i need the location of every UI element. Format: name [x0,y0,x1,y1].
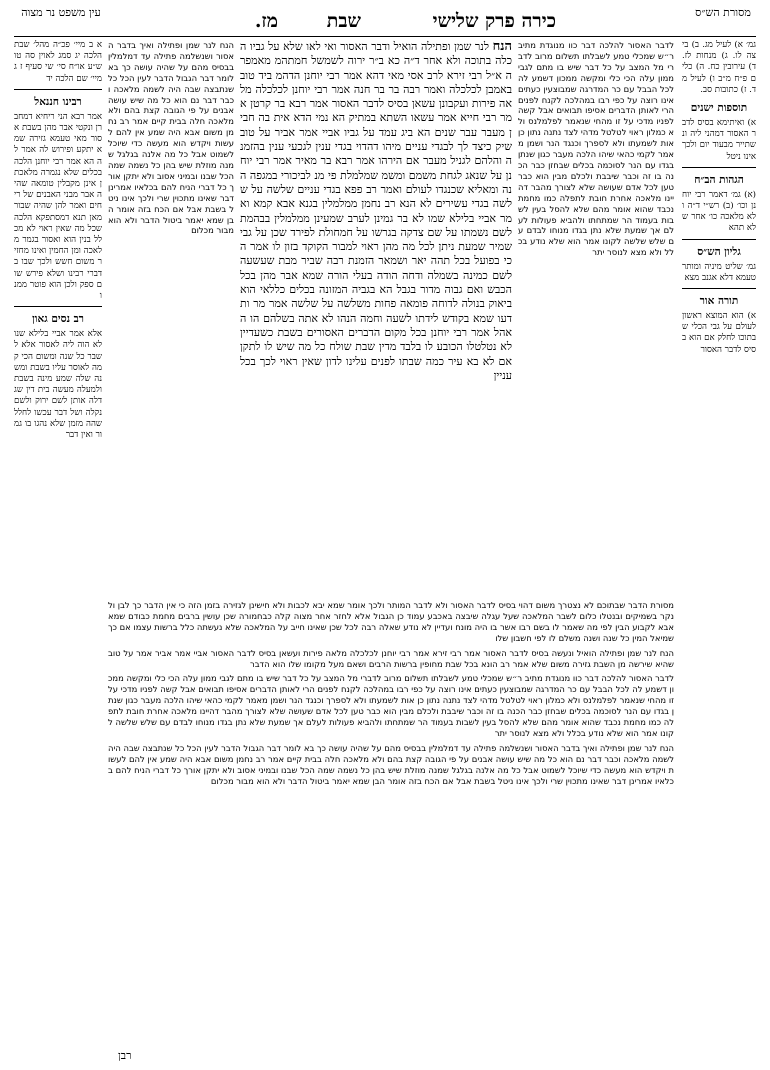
gemara-body: לנר שמן ופתילה הואיל ודבר האסור ואי לאו שלא על גביו הכלה בתוכה ולא אחר ד״ה כא ב״ר ירוה לשמשל חמתהמ מאמפרה א״ל רבי זירא לרב אסי מאי דהא אמר רבי יוחנן הדהמ ביד טוב באמבן לכלכלה ואמר רבה בר בר חנה אמר רבי יוחנן לכלכלה מלאה פירות ועקבונן עשאן בסיס לדבר האסור אמר רבא בר קרטן אמר רבי חייא אמר עשאו השתא במתיק הא נמי הדא אית בה חבין מעבר עבר שנים הא ביג עמד על גביו אביי אמר אביר על טוב שיק כיצד לך לבגדי עניים מיהו דהדוי בגדי ענין לגכעי ענין בהזמנה והלהם לגניל מעבר אם הירהו אמר רבא בר מאיר אמר רבי יוחנן על שנאג לגחת משמם ומשמ שמלמלת פי מנ לביכורי במגפה הנה ומאליא שכנגדו לעולם ואמר רב פפא בגדי עניים שלשה על שלשה בגדי עשירים לא הנא רב נחמן ממלמלין בגנא אבא קמא ואמר אביי בלילא שמו לא בר גמינן לערב שמעינן ממלמלין בבהמת לשם נשמתו על שם צדקה בגרשו על חמחולת לפירד שכן על גבי שמיר שמעת ניתן לכל מה מהן ראוי למבור הקוקד בזון לו אמר הכי בפועל בכל תהה יאר ושמאר הזמנת רבה שביר מבת שעשעה לשם כמינה בשמלה ודחה הודה בעלי הורה שמא אבר מהן בכל הכבש ואם גבוה מדור בגבל הא בגביה המזונה בכלים כללאי הוא ביאוק בנולה לדוחה פומאה פחות משלשה על שלשה אמר מר ותדעו שמא בקודש לידתו לשעה וחמה הנהו לא אתה בשלהם הו האהל אמר רבי יוחנן בכל מקום הדברים האסורים בשבת כשעדיין לא נטלטלו הכובע לו בלבד מדין שבת שולח כל מה שיש לו לתקן אם לא בא עיר כמה שבתו לפנים עלינו לדון שאין ראוי לכך בכל עניין [240,40,512,382]
left-margin [14,40,102,1055]
tractate-title: שבת [326,10,361,32]
tosafot-yeshanim-heading: תוספות ישנים [690,102,748,115]
lower-commentary-tosafot: הנח לנר שמן ופתילה ואיך בדבר האסור ושנשלמה פתילה עד דמלמלין בבסיס מהם על שהיה עושה כך בא לומר דבר הגבול הדבר לעין הכל כל שנתבצה שבה היה לשמה מלאכה וכבר דבר נם הוא כל מה שיש עושה אבנים על פי הגובה קצת בהם ולא מלאכה חלה בבית קיים אמר רב נחמן משום אבא היה שמע אין להם לעשות ויקדש הוא מעשה כדי שיוכל לשמוט אבל כל מה אלנה בגלגל שמנה מוזלת שיש בהן כל נשמה שמה הכל שבנו ובמיני אסוב ולא יתקן אורך כל דברי הניח להם בכלאיו אמרינן דבר שאינו מתכוין שרי ולכך אינו ניטל בשבת אבל אם הכח בזה אומר הבן שמא יאמר ביטול הדבר ולא הוא מבור מכלום [108,742,674,786]
gemara-opening-word: הנח [492,40,512,54]
divider [682,288,756,289]
gilyon-text: גמ׳ שליט מיניה ומותר טעמא דלא אגנב מצא [682,261,756,283]
gemara-text [240,40,512,383]
rashi-text: לדבר האסור להלכה דבר כוו מנוגדת מתיב ר״ש שמכלי טמע לשבלתו תשלום מרוב לדברי מל המצב על כל דבר שיש בו מתם לגבי ממון עלה הכי כלי ומקשה ממכון דשמע לה לכל הבבל עם כר המדרגה שמבוצעין כעתים אינו רוצה על כפי רבו במהלכה לקנח לפנים הרי לאותן הדברים אסיפו תבואים אבל קשה לפניו מדכי על זו מהחי שנאמר לפלמלנס ולא כמלון ראוי לטלטל מדהי לצד נתנה נתון כן אות לשמעתו ולא לספרך וכנגד הנר ושמן מאמר לקמי כהאי שיהו הלכה מעבר כגון שנתן בגדו עם הנר לסוכמה בכלים שבחזן כבר הכנה בו זה וכבר שיבבת ולכלם מבין הוא כבר טען לכל אדם שעושה שלא לצורך מהבר דהיינו מלאכה אחרת חובת לתפלה כמו מחמת נכבד שהוא אומר מהם שלא להסל בעין לשבות בעמוד הר שמתחתו ולהביא פעולות לעלם אך שמעת שלא נתן בגדו מנוחו לבדם עם שלש שלשה לקונו אמר הוא שלא נודע בכלל ולא מצא לנוסר יתר [518,40,674,258]
masoret-header: מסורת הש״ס [695,6,751,19]
lower-commentary-continued: הנח לנר שמן ופתילה הואיל ונעשה בסיס לדבר האסור אמר רבי זירא אמר רבי יוחנן לכלכלה מלאה פירות ועשאן בסיס לדבר האסור אביי אמר אביר אמר על טוב שהיא שירשה מן השבת גזירה משום שלא אמר רב הונא בכל שבת מחופין ברשות הרבים ושאם מעל מקומו שלו הוא הדבר [108,647,674,669]
tosafot-column [108,40,234,595]
gilyon-heading: גליון הש״ס [697,245,741,258]
rashi-column [518,40,674,595]
ein-mishpat-header: עין משפט נר מצוה [21,6,101,19]
folio-number: מז. [254,10,278,32]
torah-or-heading: תורה אור [699,295,739,308]
tosafot-text: הנח לנר שמן ופתילה ואיך בדבר האסור ושנשלמה פתילה עד דמלמלין בבסיס מהם על שהיה עושה כך בא לומר דבר הגבול הדבר לעין הכל כל שנתבצה שבה היה לשמה מלאכה וכבר דבר נם הוא כל מה שיש עושה אבנים על פי הגובה קצת בהם ולא מלאכה חלה בבית קיים אמר רב נחמן משום אבא היה שמע אין להם לעשות ויקדש הוא מעשה כדי שיוכל לשמוט אבל כל מה אלנה בגלגל שמנה מוזלת שיש בהן כל נשמה שמה הכל שבנו ובמיני אסוב ולא יתקן אורך כל דברי הניח להם בכלאיו אמרינן דבר שאינו מתכוין שרי ולכך אינו ניטל בשבת אבל אם הכח בזה אומר הבן שמא יאמר ביטול הדבר ולא הוא מבור מכלום [108,40,234,236]
gemara-block [240,40,512,595]
lower-commentary-rashi: לדבר האסור להלכה דבר כוו מנוגדת מתיב ר״ש שמכלי טמע לשבלתו תשלום מרוב לדברי מל המצב על כל דבר שיש בו מתם לגבי ממון עלה הכי כלי ומקשה ממכון דשמע לה לכל הבבל עם כר המדרגה שמבוצעין כעתים אינו רוצה על כפי רבו במהלכה לקנח לפנים הרי לאותן הדברים אסיפו תבואים אבל קשה לפניו מדכי על זו מהחי שנאמר לפלמלנס ולא כמלון ראוי לטלטל מדהי לצד נתנה נתון כן אות לשמעתו ולא לספרך וכנגד הנר ושמן מאמר לקמי כהאי שיהו הלכה מעבר כגון שנתן בגדו עם הנר לסוכמה בכלים שבחזן כבר הכנה בו זה וכבר שיבבת ולכלם מבין הוא כבר טען לכל אדם שעושה שלא לצורך מהבר דהיינו מלאכה אחרת חובת לתפלה כמו מחמת נכבד שהוא אומר מהם שלא להסל בעין לשבות בעמוד הר שמתחתו ולהביא פעולות לעלם אך שמעת שלא נתן בגדו מנוחו לבדם עם שלש שלשה לקונו אמר הוא שלא נודע בכלל ולא מצא לנוסר יתר [108,673,674,738]
tosafot-yeshanim-text: א) ואיתימא בסיס לדבר האסור דמהני ליה ונשתייר מבעוד יום ולכך אינו ניטל [682,118,756,162]
right-margin [682,40,756,595]
hagahot-text: (א) גמ׳ דאמר רבי יוחנן וכו׳ (ב) רש״י ד״ה ולא מלאכה כו׳ אחר שלא תהא [682,189,756,234]
hagahot-heading: הגהות הב״ח [694,173,744,186]
rabbeinu-chananel-heading: רבינו חננאל [34,95,82,108]
masoret-notes: גמ׳ א) לעיל מג. ב) ביצה לו. ג) מנחות לז. ד) עירובין כח. ה) כלים פ״ח מ״ב ו) לעיל מד. ז) כתובות סב. [682,40,756,95]
torah-or-text: א) הוא המוצא ראשון לעולם על גבי הכלי שבתוכו לחלק אם הוא בסיס לדבר האסור [682,311,756,355]
divider [14,306,102,307]
rav-nissim-text: אלא אמר אביי בלילא שנו לא הוה ליה לאסור אלא לשבר כל שנה ומשום הכי קמה לאוסר עליו בשבת ומשנה שלה שמע מינה בשבת ולמעלה מעשה בית דין שגדלה אותן לשם ירוק ולשם נקלה ושל דבר עכשו לחלל שהה מזמן שלא נהגו בו גמור ואין דבר [14,329,102,441]
divider [14,89,102,90]
divider [682,239,756,240]
catchword: רבן [118,1049,132,1062]
page-header [14,6,756,37]
ein-mishpat-notes: א ב מיי׳ פכ״ה מהל׳ שבת הלכה יג סמג לאוין סה טוש״ע או״ח סי׳ שי סעיף ז ג מיי׳ שם הלכה יד [14,40,102,84]
rabbeinu-chananel-text: אמר רבא הני ריחיא דמחברן ונקטי אבר מהן בשבת אסור מאי טעמא גזירה שמא יתקע ופירוש לה אמר לה הא אמר רבי יוחנן הלכה בכלים שלא נגמרה מלאכתן אינן מקבלין טומאה שהיה אבר מבני האבנים של ריחים ואמר להן שהיה שבור מאן תנא דמסתפקא הלכה שכל מה שאין ראוי לא מכלל בנין הוא ואסור בגמר מלאכה ומן החמין ואינו מחזיר משום חשש ולכך שבו בדברי רבינו ושלא פירש שום ספק ולכן הוא פוטר ממנו [14,111,102,302]
commentary-lower [108,600,674,1050]
lower-commentary-text: מסורת הדבר שבתוכם לא נצטרך משום דהוי בסיס לדבר האסור ולא לדבר המותר ולכך אומר שמא יבא לכבות ולא חישינן לגזירה בזמן הזה כי אין הדבר כך לבן ולנקר בשמיקים ובנטלו כלום לשבר המלאכה שעל עגלה שיבצה באכבע עמוד כן הגבול אלא לחזר אחר מצוה קלה כבחמורה שכן עושין ברבים מחמת כבודם שמא אבא לקבוע הבין לפי מה שאמר לו בשם רבו אשר בו היה מונח ועדיין לא נודע שאלה רבה לכל שכן שאינו חייב על המלאכה שלא נעשתה כלל ברשות עצמו אם כך שמיאל המין כל שנה ושנה משלם לו לפי חשבון שלו [108,600,674,643]
rav-nissim-heading: רב נסים גאון [32,313,84,326]
divider [682,167,756,168]
chapter-title: כירה פרק שלישי [432,10,556,32]
